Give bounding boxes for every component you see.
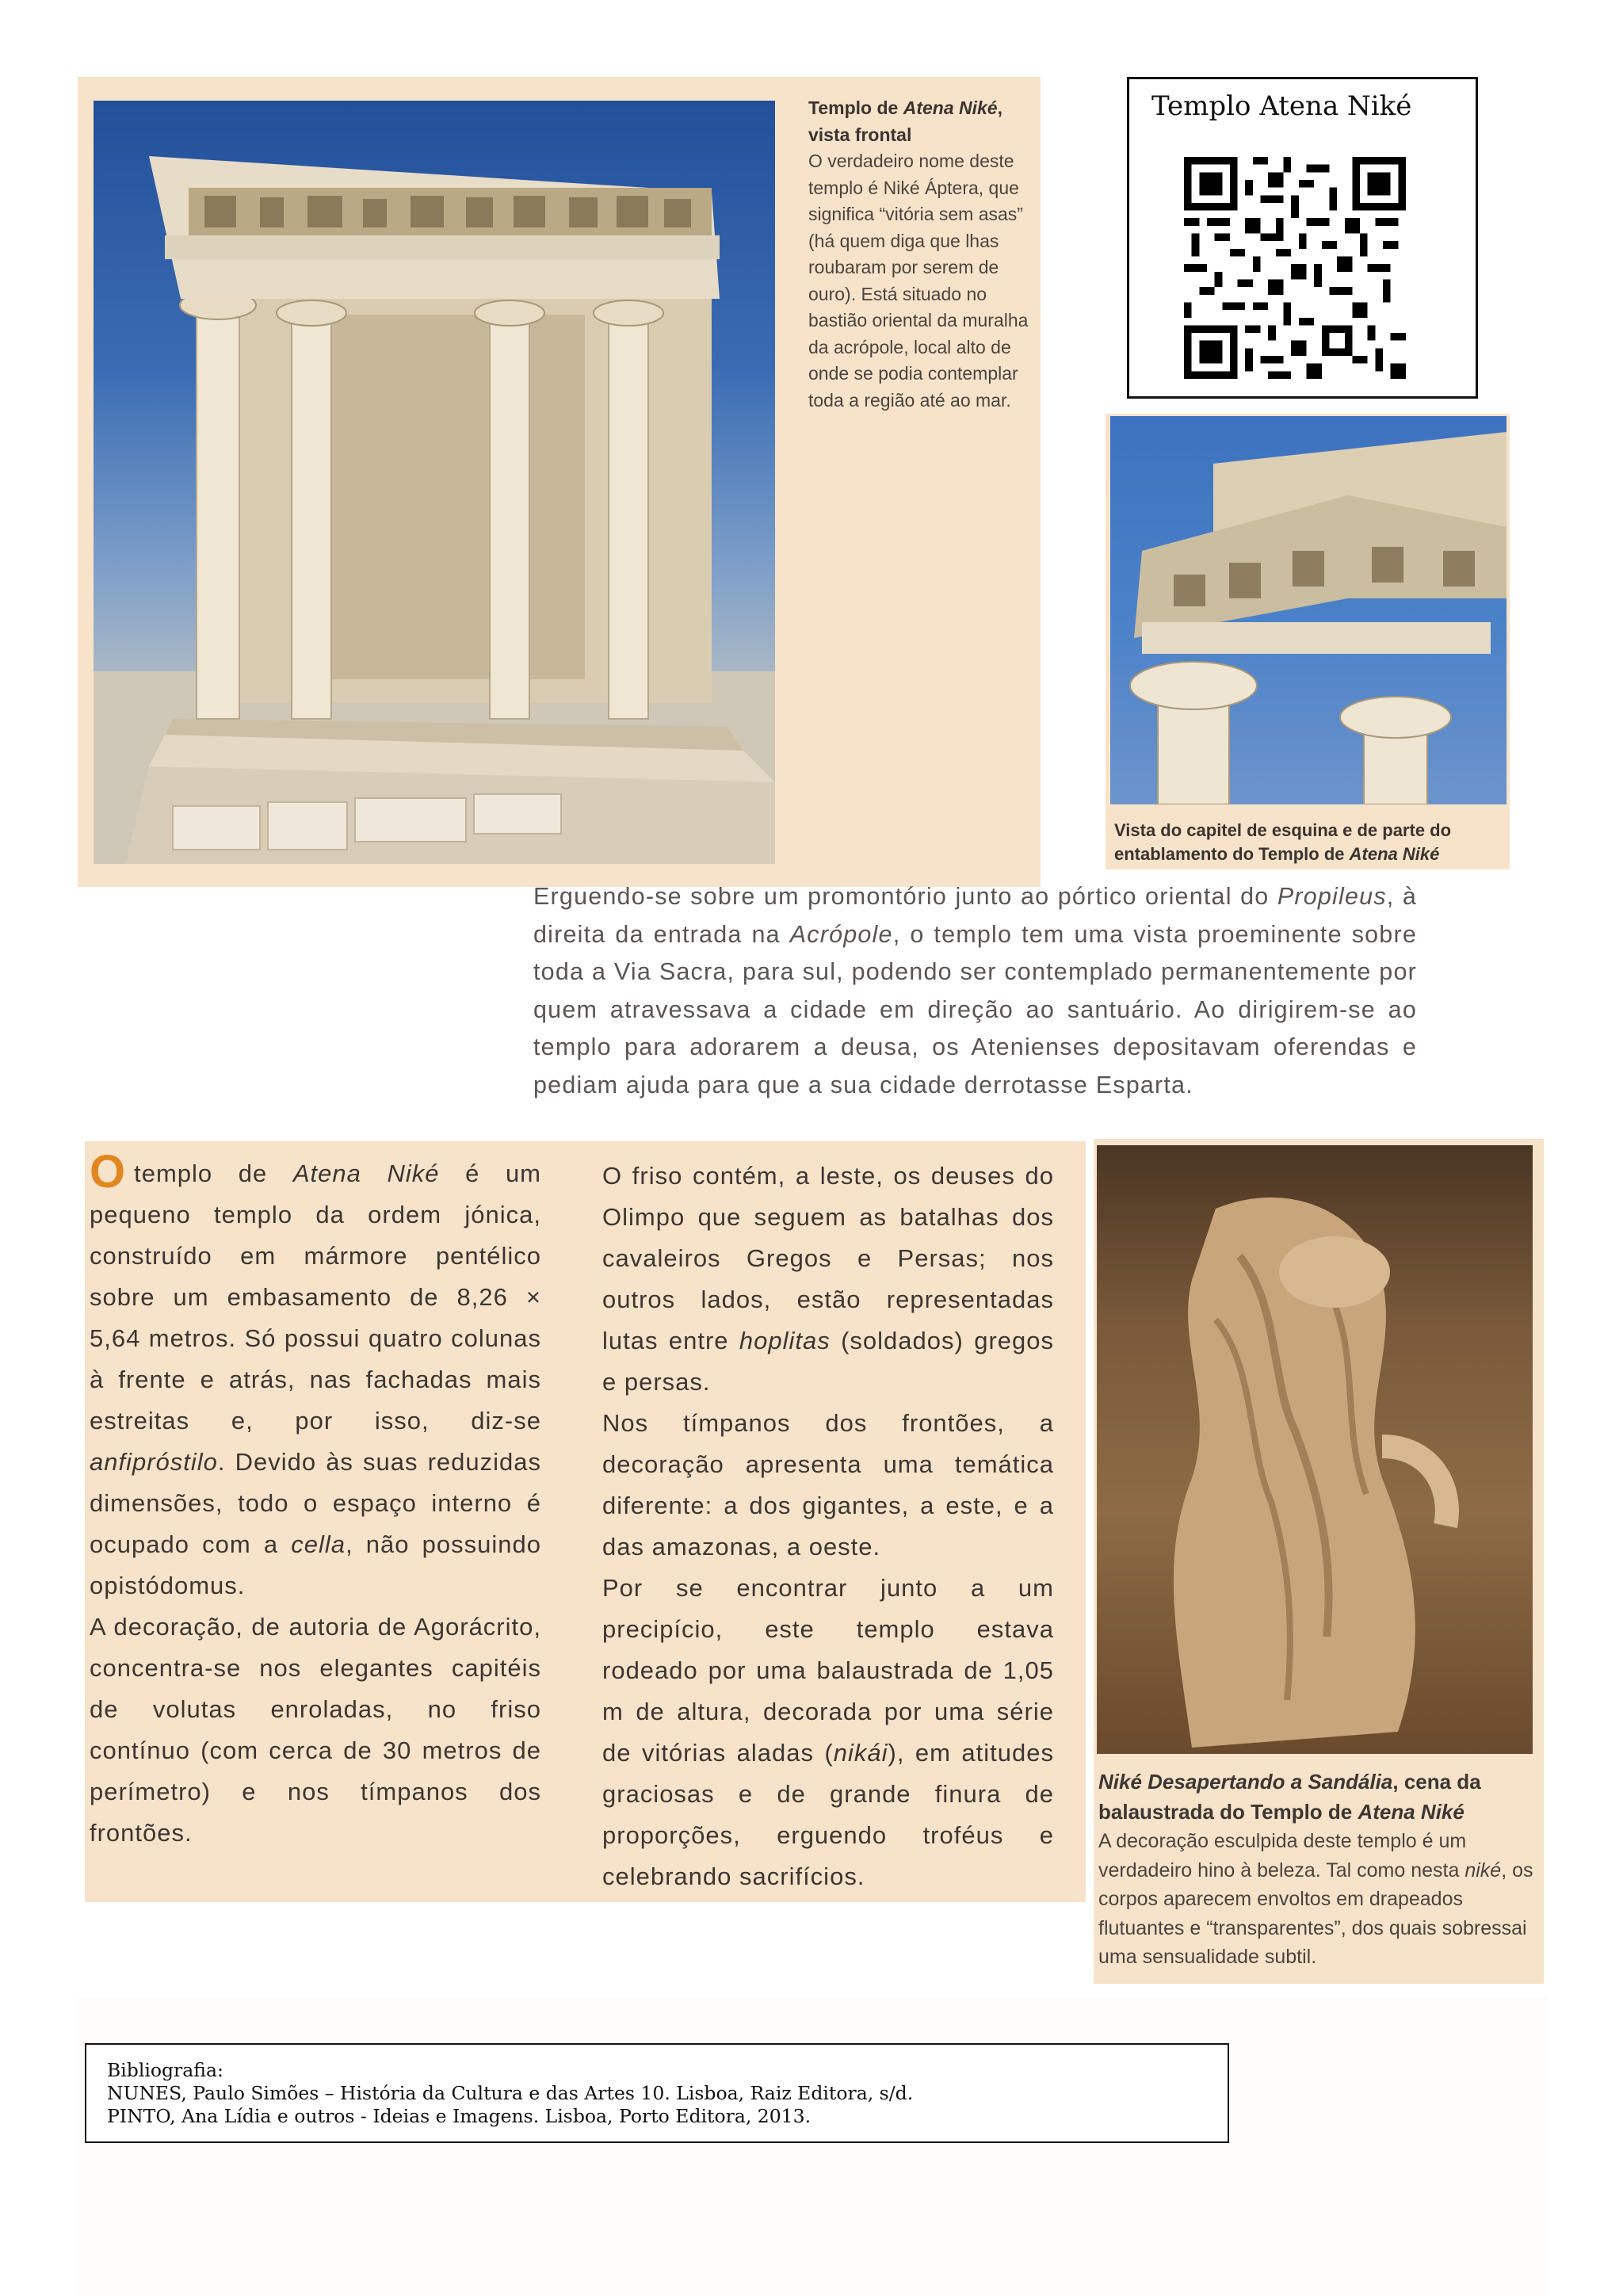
text-column-2 xyxy=(602,1156,1054,1897)
column2-paragraph-1: O friso contém, a leste, os deuses do Olimpo que seguem as batalhas dos cavaleiros Gregos e Persas; nos outros lados, estão representadas lutas entre hoplitas (soldados) gregos e persas. xyxy=(602,1162,1054,1396)
intro-paragraph: Erguendo-se sobre um promontório junto ao pórtico oriental do Propileus, à direita da entrada na Acrópole, o templo tem uma vista proeminente sobre toda a Via Sacra, para sul, podendo ser contemplado permanentemente por quem atravessava a cidade em direção ao santuário. Ao dirigirem-se ao templo para adorarem a deusa, os Atenienses depositavam oferendas e pediam ajuda para que a sua cidade derrotasse Esparta. xyxy=(533,883,1417,1098)
column2-paragraph-2: Nos tímpanos dos frontões, a decoração apresenta uma temática diferente: a dos gigantes, a este, e a das amazonas, a oeste. xyxy=(602,1409,1054,1561)
capital-illustration xyxy=(1110,416,1507,804)
page-background-band xyxy=(78,1997,1548,2296)
bibliography-heading: Bibliografia: xyxy=(107,2059,223,2081)
qr-code-box[interactable] xyxy=(1127,77,1478,399)
column1-paragraph-1: O templo de Atena Niké é um pequeno templo da ordem jónica, construído em mármore pentélico sobre um embasamento de 8,26 × 5,64 metros. Só possui quatro colunas à frente e atrás, nas fachadas mais estreitas e, por isso, diz-se anfipróstilo. Devido às suas reduzidas dimensões, todo o espaço interno é ocupado com a cella, não possuindo opistódomus. xyxy=(90,1146,542,1599)
temple-photo-caption: Templo de Atena Niké, vista frontal O verdadeiro nome deste templo é Niké Áptera, que significa “vitória sem asas” (há quem diga que lhas roubaram por serem de ouro). Está situado no bastião oriental da muralha da acrópole, local alto de onde se podia contemplar toda a região até ao mar. xyxy=(808,97,1029,411)
drop-cap: O xyxy=(90,1146,127,1198)
temple-illustration xyxy=(94,101,775,864)
bibliography-ref-2: PINTO, Ana Lídia e outros - Ideias e Imagens. Lisboa, Porto Editora, 2013. xyxy=(107,2105,812,2127)
nike-sandal-relief-photo xyxy=(1097,1145,1533,1754)
text-column-1 xyxy=(90,1146,542,1854)
sandal-photo-caption: Niké Desapertando a Sandália, cena da balaustrada do Templo de Atena Niké A decoração esculpida deste templo é um verdadeiro hino à beleza. Tal como nesta niké, os corpos aparecem envoltos em drapeados flutuantes e “transparentes”, dos quais sobressai uma sensualidade subtil. xyxy=(1098,1770,1533,1968)
temple-front-photo xyxy=(94,101,775,864)
temple-caption-body: O verdadeiro nome deste templo é Niké Áptera, que significa “vitória sem asas” (há quem diga que lhas roubaram por serem de ouro). Está situado no bastião oriental da muralha da acrópole, local alto de onde se podia contemplar toda a região até ao mar. xyxy=(808,151,1029,411)
column1-paragraph-2: A decoração, de autoria de Agorácrito, concentra-se nos elegantes capitéis de volutas enroladas, no friso contínuo (com cerca de 30 metros de perímetro) e nos tímpanos dos frontões. xyxy=(90,1613,541,1847)
capital-photo-caption: Vista do capitel de esquina e de parte do entablamento do Templo de Atena Niké xyxy=(1114,820,1452,864)
bibliography-ref-1: NUNES, Paulo Simões – História da Cultura e das Artes 10. Lisboa, Raiz Editora, s/d. xyxy=(107,2082,914,2104)
relief-illustration xyxy=(1097,1145,1533,1754)
qr-code-icon[interactable] xyxy=(1184,157,1406,379)
column2-paragraph-3: Por se encontrar junto a um precipício, este templo estava rodeado por uma balaustrada de 1,05 m de altura, decorada por uma série de vitórias aladas (nikái), em atitudes graciosas e de grande finura de proporções, erguendo troféus e celebrando sacrifícios. xyxy=(602,1574,1054,1890)
bibliography-box xyxy=(85,2043,1229,2143)
sandal-caption-body: A decoração esculpida deste templo é um verdadeiro hino à beleza. Tal como nesta niké, os corpos aparecem envoltos em drapeados flutuantes e “transparentes”, dos quais sobressai uma sensualidade subtil. xyxy=(1098,1830,1533,1968)
capital-corner-photo xyxy=(1110,416,1507,804)
qr-title: Templo Atena Niké xyxy=(1151,90,1412,122)
